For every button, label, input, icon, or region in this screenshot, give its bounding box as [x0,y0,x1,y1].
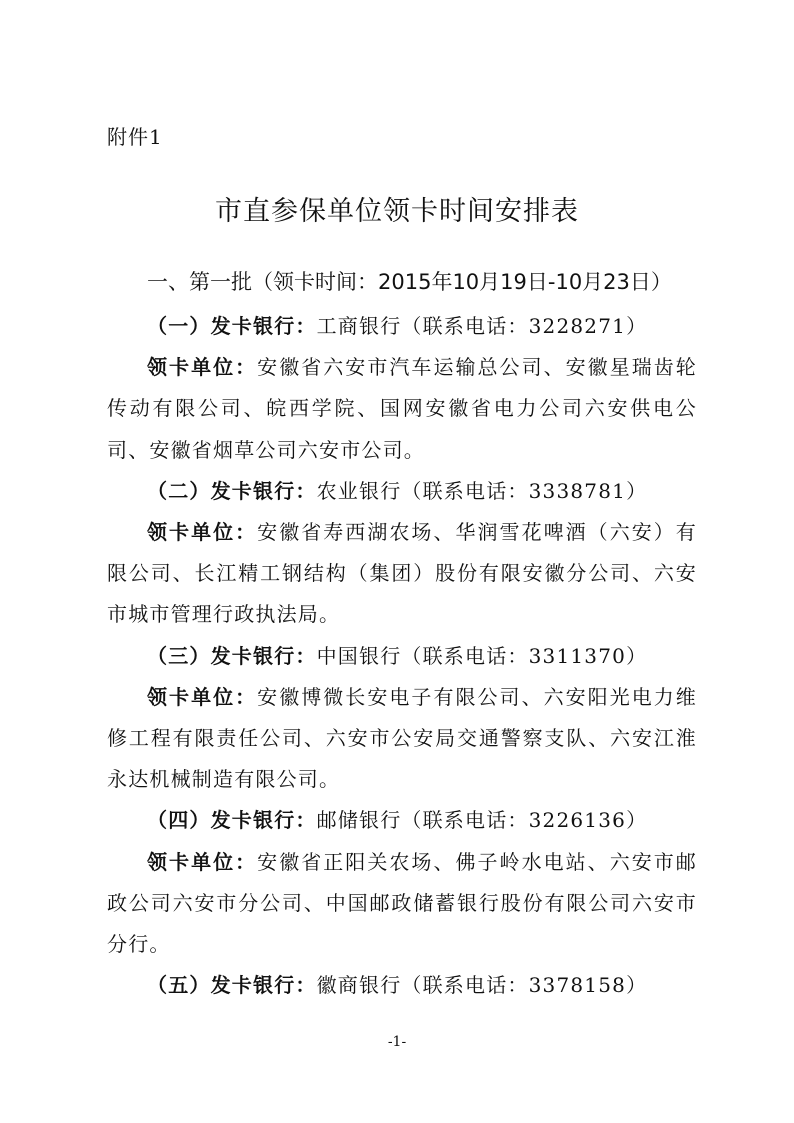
units-paragraph-1 [107,347,697,471]
bank-line-3 [107,636,697,677]
bank-name: 邮储银行（联系电话：3226136） [316,808,648,833]
bank-line-2 [107,471,697,512]
page-title: 市直参保单位领卡时间安排表 [215,196,579,227]
attachment-label: 附件1 [107,125,163,149]
units-list: 安徽博微长安电子有限公司、六安阳光电力维修工程有限责任公司、六安市公安局交通警察支队、六安江淮永达机械制造有限公司。 [107,684,698,792]
document-body [107,306,697,1006]
bank-name: 中国银行（联系电话：3311370） [316,643,648,668]
units-paragraph-4 [107,842,697,966]
units-label: 领卡单位： [147,684,258,709]
bank-name: 农业银行（联系电话：3338781） [316,478,648,503]
batch-heading: 一、第一批（领卡时间：2015年10月19日-10月23日） [147,270,672,294]
units-label: 领卡单位： [147,520,258,545]
units-label: 领卡单位： [147,355,258,380]
units-paragraph-3 [107,677,697,801]
bank-line-1 [107,306,697,347]
bank-prefix: （四）发卡银行： [147,808,317,833]
bank-line-5 [107,965,697,1006]
units-label: 领卡单位： [147,849,258,874]
page-number: -1- [387,1034,407,1050]
units-paragraph-2 [107,512,697,636]
bank-prefix: （二）发卡银行： [147,478,317,503]
bank-prefix: （三）发卡银行： [147,643,317,668]
units-list: 安徽省寿西湖农场、华润雪花啤酒（六安）有限公司、长江精工钢结构（集团）股份有限安徽分公司、六安市城市管理行政执法局。 [107,520,698,627]
bank-prefix: （一）发卡银行： [147,314,317,338]
bank-line-4 [107,800,697,841]
units-list: 安徽省六安市汽车运输总公司、安徽星瑞齿轮传动有限公司、皖西学院、国网安徽省电力公司六安供电公司、安徽省烟草公司六安市公司。 [107,355,698,462]
units-list: 安徽省正阳关农场、佛子岭水电站、六安市邮政公司六安市分公司、中国邮政储蓄银行股份有限公司六安市分行。 [107,849,698,957]
bank-name: 工商银行（联系电话：3228271） [316,314,648,338]
bank-name: 徽商银行（联系电话：3378158） [316,973,648,998]
bank-prefix: （五）发卡银行： [147,973,317,998]
